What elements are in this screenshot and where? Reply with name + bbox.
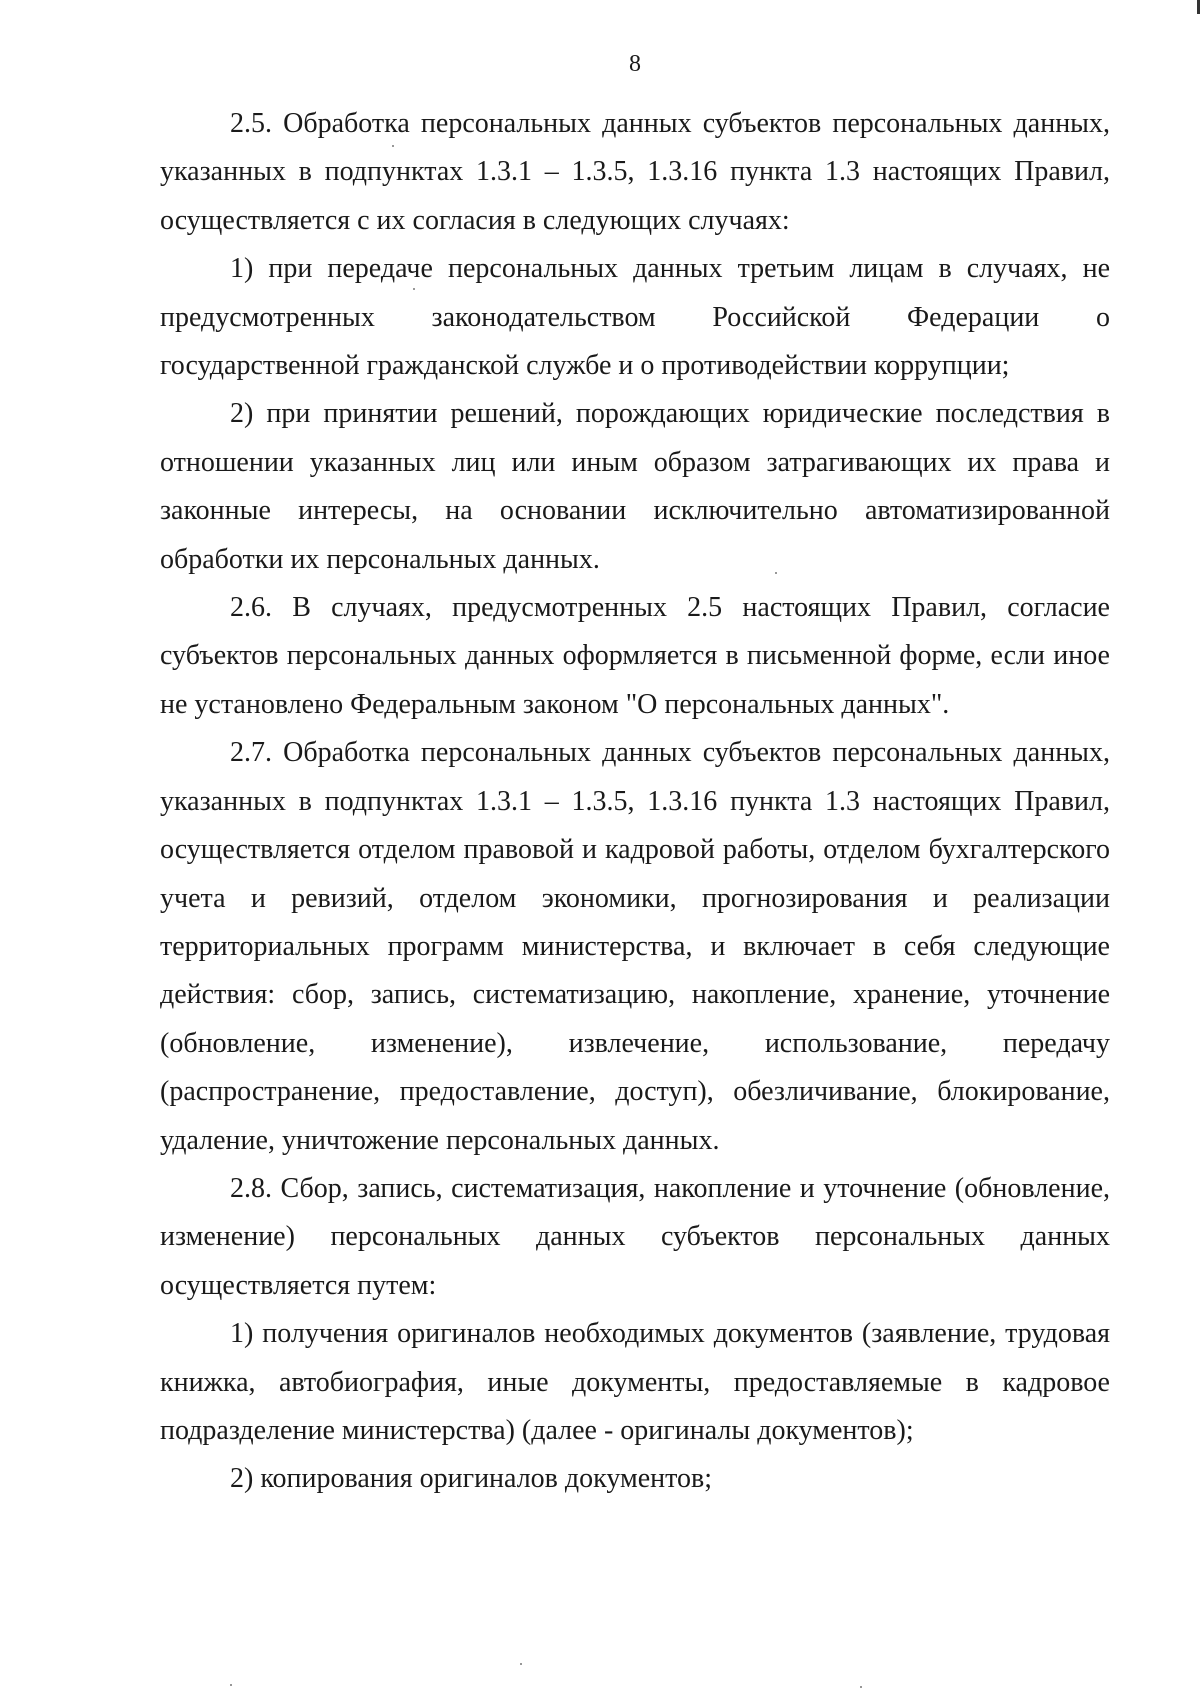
paragraph-2-8: 2.8. Сбор, запись, систематизация, накопление и уточнение (обновление, изменение) персональных данных субъектов персональных данных осуществляется путем:	[160, 1172, 1110, 1301]
scan-speck	[860, 1686, 862, 1688]
document-body	[160, 100, 1110, 1504]
paragraph-2-7: 2.7. Обработка персональных данных субъектов персональных данных, указанных в подпунктах 1.3.1 – 1.3.5, 1.3.16 пункта 1.3 настоящих Правил, осуществляется отделом правовой и кадровой работы, отделом бухгалтерского учета и ревизий, отделом экономики, прогнозирования и реализации территориальных программ министерства, и включает в себя следующие действия: сбор, запись, систематизацию, накопление, хранение, уточнение (обновление, изменение), извлечение, использование, передачу (распространение, предоставление, доступ), обезличивание, блокирование, удаление, уничтожение персональных данных.	[160, 737, 1110, 1156]
scan-speck	[413, 288, 415, 290]
paragraph-2-8-item-1: 1) получения оригиналов необходимых документов (заявление, трудовая книжка, автобиография, иные документы, предоставляемые в кадровое подразделение министерства) (далее - оригиналы документов);	[160, 1318, 1110, 1446]
scan-speck	[230, 1684, 232, 1686]
paragraph-2-6: 2.6. В случаях, предусмотренных 2.5 настоящих Правил, согласие субъектов персональных данных оформляется в письменной форме, если иное не установлено Федеральным законом "О персональных данных".	[160, 592, 1110, 720]
paragraph-2-8-item-2: 2) копирования оригиналов документов;	[230, 1463, 712, 1495]
paragraph-2-5-item-2: 2) при принятии решений, порождающих юридические последствия в отношении указанных лиц или иным образом затрагивающих их права и законные интересы, на основании исключительно автоматизированной обработки их персональных данных.	[160, 398, 1110, 575]
scan-speck	[392, 145, 394, 147]
page-number: 8	[629, 51, 641, 77]
scan-speck	[775, 572, 777, 574]
scan-speck	[520, 1663, 522, 1665]
paragraph-2-5: 2.5. Обработка персональных данных субъектов персональных данных, указанных в подпунктах 1.3.1 – 1.3.5, 1.3.16 пункта 1.3 настоящих Правил, осуществляется с их согласия в следующих случаях:	[160, 108, 1110, 236]
paragraph-2-5-item-1: 1) при передаче персональных данных третьим лицам в случаях, не предусмотренных законодательством Российской Федерации о государственной гражданской службе и о противодействии коррупции;	[160, 253, 1110, 382]
